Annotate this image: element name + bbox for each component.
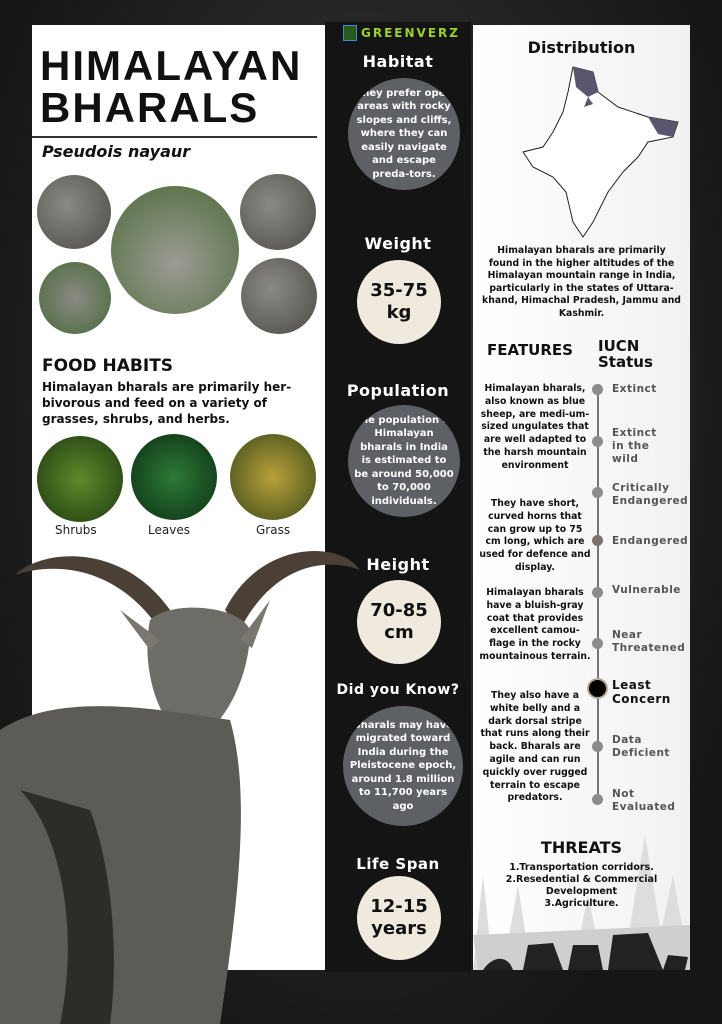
brand-logo: [343, 25, 460, 41]
weight-value: 35-75 kg: [357, 260, 441, 344]
grass-label: Grass: [256, 523, 291, 537]
leaves-label: Leaves: [148, 523, 190, 537]
iucn-extinct: Extinct: [612, 383, 657, 395]
iucn-not-evaluated: Not Evaluated: [612, 788, 676, 813]
threats-heading: THREATS: [540, 838, 623, 857]
iucn-dot-extinct: [592, 384, 603, 395]
habitat-circle: They prefer open areas with rocky slopes and cliffs, where they can easily navigate and escape preda-tors.: [348, 78, 460, 190]
iucn-data-deficient: Data Deficient: [612, 734, 670, 759]
tree-logo-icon: [343, 25, 357, 41]
iucn-dot-extinct-wild: [592, 436, 603, 447]
title-line1: HIMALAYAN: [40, 42, 303, 89]
did-you-know-circle: Bharals may have migrated toward India during the Pleistocene epoch, around 1.8 million to 11,700 years ago: [343, 706, 463, 826]
iucn-endangered: Endangered: [612, 535, 689, 547]
distribution-text: Himalayan bharals are primarily found in the higher altitudes of the Himalayan mountain range in India, particularly in the states of Uttara-khand, Himachal Pradesh, Jammu and Kashmir.: [482, 245, 681, 319]
food-habits-heading: FOOD HABITS: [42, 356, 174, 376]
bharal-photo-4: [39, 262, 111, 334]
bharal-photo-main: [111, 186, 239, 314]
iucn-heading: IUCN Status: [598, 337, 653, 371]
title-line2: BHARALS: [40, 84, 260, 131]
iucn-critically-endangered: Critically Endangered: [612, 482, 689, 507]
iucn-dot-vulnerable: [592, 587, 603, 598]
shrubs-label: Shrubs: [55, 523, 97, 537]
threat-item: 1.Transportation corridors.: [509, 862, 654, 873]
lifespan-heading: Life Span: [356, 855, 440, 873]
threat-item: 3.Agriculture.: [544, 898, 619, 909]
brand-name: GREENVERZ: [361, 26, 460, 40]
food-habits-text: Himalayan bharals are primarily her-bivorous and feed on a variety of grasses, shrubs, and herbs.: [42, 380, 292, 426]
iucn-dot-near-threatened: [592, 638, 603, 649]
iucn-dot-critically-endangered: [592, 487, 603, 498]
weight-heading: Weight: [364, 234, 432, 253]
feature-item: Himalayan bharals, also known as blue sheep, are medi-um-sized ungulates that are well adapted to the harsh mountain environment: [480, 383, 590, 471]
title-divider: [32, 136, 317, 138]
bharal-photo-3: [240, 174, 316, 250]
iucn-dot-not-evaluated: [592, 794, 603, 805]
feature-item: Himalayan bharals have a bluish-gray coat that provides excellent camou-flage in the rocky mountainous terrain.: [479, 587, 591, 662]
threat-item: 2.Resedential & Commercial Development: [505, 874, 658, 897]
habitat-heading: Habitat: [362, 52, 434, 71]
threats-list: [473, 862, 690, 910]
scientific-name: Pseudois nayaur: [42, 142, 191, 161]
feature-item: They also have a white belly and a dark dorsal stripe that runs along their back. Bharals are agile and can run quickly over rugged terrain to escape predators.: [480, 690, 590, 804]
feature-item: They have short, curved horns that can grow up to 75 cm long, which are used for defence and display.: [479, 498, 591, 573]
iucn-extinct-wild: Extinct in the wild: [612, 427, 657, 465]
did-you-know-heading: Did you Know?: [336, 682, 460, 698]
iucn-dot-least-concern-current: [587, 678, 608, 699]
india-map: [518, 62, 688, 240]
shrubs-image: [37, 436, 123, 522]
iucn-vulnerable: Vulnerable: [612, 584, 681, 596]
population-heading: Population: [346, 381, 450, 400]
leaves-image: [131, 434, 217, 520]
bharal-photo-5: [241, 258, 317, 334]
grass-image: [230, 434, 316, 520]
iucn-dot-endangered: [592, 535, 603, 546]
bharal-goat-image: [0, 530, 370, 1024]
distribution-heading: Distribution: [527, 38, 636, 57]
iucn-dot-data-deficient: [592, 741, 603, 752]
iucn-near-threatened: Near Threatened: [612, 629, 686, 654]
population-circle: The population of Himalayan bharals in India is estimated to be around 50,000 to 70,000 individuals.: [348, 405, 460, 517]
iucn-least-concern: Least Concern: [612, 678, 671, 706]
features-heading: FEATURES: [487, 341, 573, 359]
bharal-photo-1: [37, 175, 111, 249]
height-heading: Height: [366, 555, 430, 574]
lifespan-value: 12-15 years: [357, 876, 441, 960]
height-value: 70-85 cm: [357, 580, 441, 664]
